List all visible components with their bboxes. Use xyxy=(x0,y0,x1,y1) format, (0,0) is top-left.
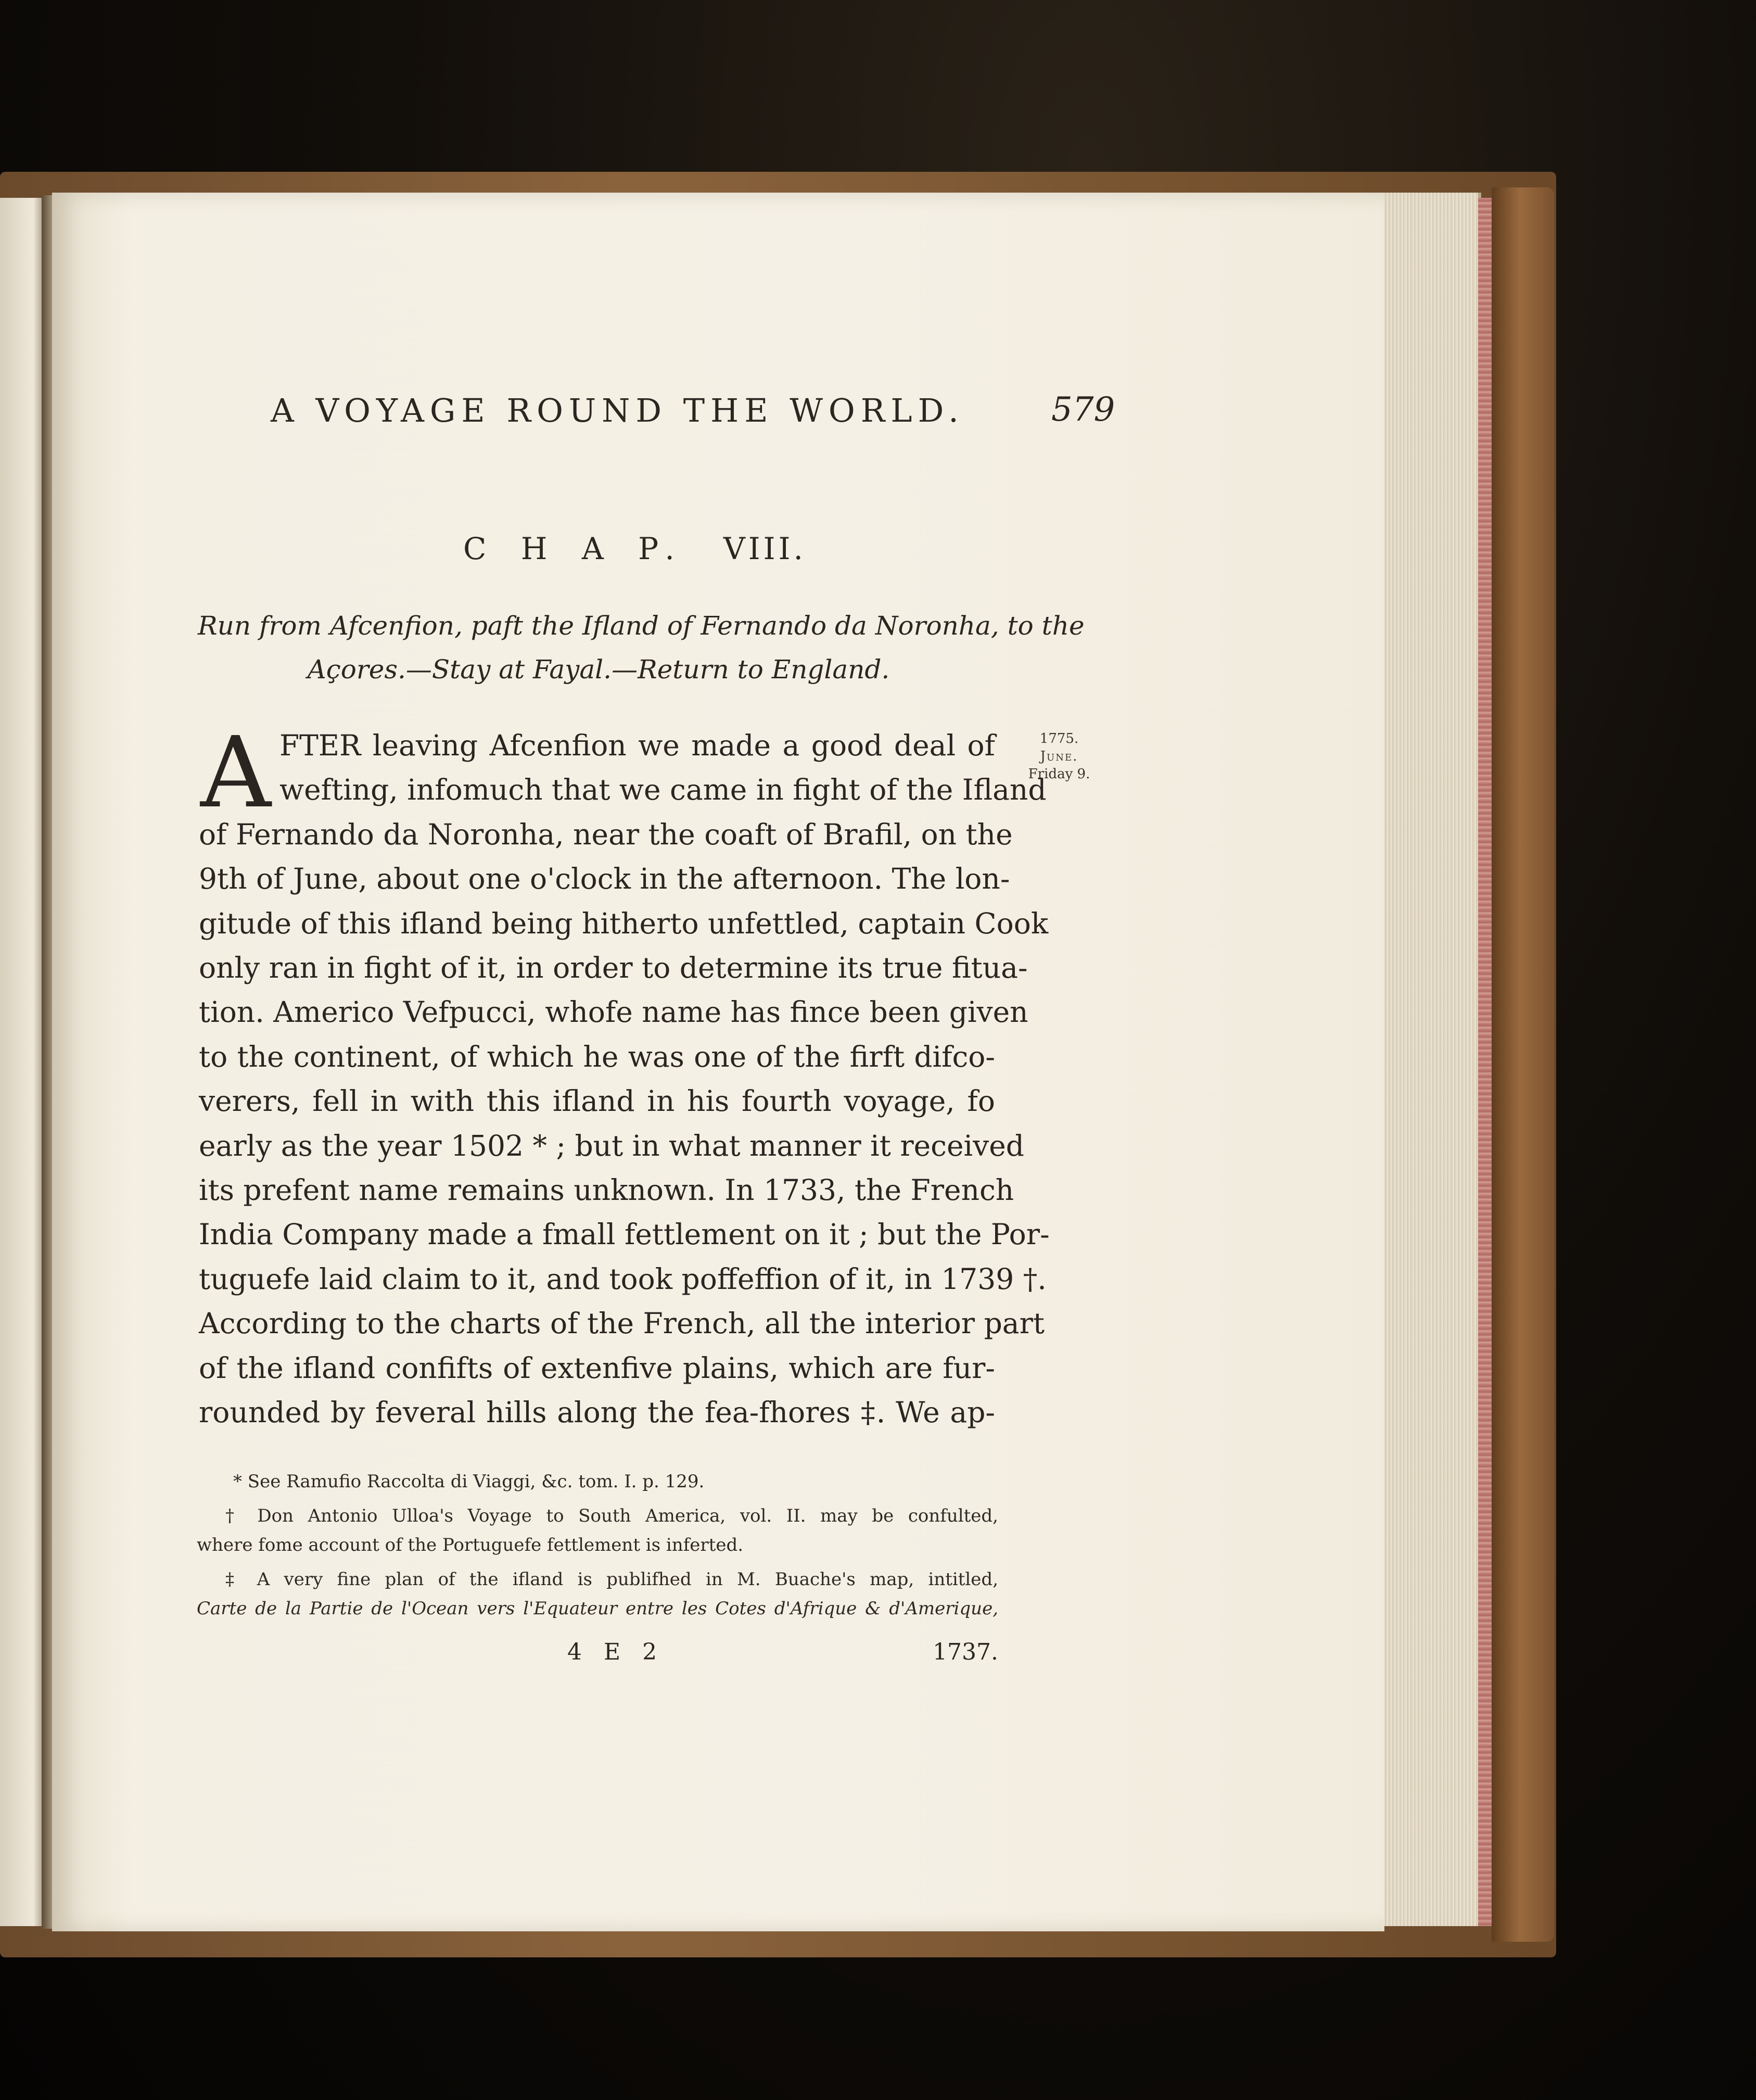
body-line: India Company made a fmall fettlement on it ; but the Por- xyxy=(199,1218,1050,1251)
body-line: wefting, infomuch that we came in fight of the Ifland xyxy=(279,773,1047,807)
footnote: * See Ramufio Raccolta di Viaggi, &c. tom. I. p. 129. xyxy=(233,1471,705,1492)
running-head: A VOYAGE ROUND THE WORLD. xyxy=(271,391,964,429)
marginal-day: Friday 9. xyxy=(1028,766,1090,782)
footnote: ‡ A very fine plan of the ifland is publifhed in M. Buache's map, intitled, xyxy=(225,1569,998,1590)
body-line: its prefent name remains unknown. In 1733, the French xyxy=(199,1173,1014,1207)
sprinkled-edge xyxy=(1478,198,1492,1926)
body-line: 9th of June, about one o'clock in the afternoon. The lon- xyxy=(199,862,1010,896)
body-line: of Fernando da Noronha, near the coaft of Brafil, on the xyxy=(199,817,1013,851)
footnotes xyxy=(197,1467,998,1623)
chapter-number: VIII. xyxy=(723,531,806,566)
body-line: FTER leaving Afcenfion we made a good deal of xyxy=(279,729,995,762)
chapter-heading xyxy=(463,531,806,566)
marginal-note xyxy=(1017,730,1101,783)
body-line: only ran in fight of it, in order to determine its true fitua- xyxy=(199,951,1028,985)
body-line: tion. Americo Vefpucci, whofe name has fince been given xyxy=(199,995,1028,1029)
body-text xyxy=(199,716,1050,1435)
page-block-edge xyxy=(1379,193,1481,1926)
body-line: tuguefe laid claim to it, and took poffeffion of it, in 1739 †. xyxy=(199,1262,1047,1296)
body-line: verers, fell in with this ifland in his fourth voyage, fo xyxy=(199,1084,995,1118)
body-line: of the ifland confifts of extenfive plains, which are fur- xyxy=(199,1351,995,1385)
marginal-year: 1775. xyxy=(1039,731,1079,747)
summary-line: Açores.—Stay at Fayal.—Return to England. xyxy=(307,654,890,685)
marginal-month: June. xyxy=(1040,749,1078,764)
body-line: gitude of this ifland being hitherto unfettled, captain Cook xyxy=(199,906,1049,940)
chapter-label: C H A P. xyxy=(463,531,687,566)
chapter-summary xyxy=(198,604,1085,691)
body-line: rounded by feveral hills along the fea-fhores ‡. We ap- xyxy=(199,1396,995,1429)
footnote-continuation: where fome account of the Portuguefe fettlement is inferted. xyxy=(197,1535,744,1555)
signature-mark: 4 E 2 xyxy=(567,1639,665,1665)
left-page-edge xyxy=(0,198,42,1926)
footnote-continuation: Carte de la Partie de l'Ocean vers l'Equateur entre les Cotes d'Afrique & d'Amerique, xyxy=(197,1598,998,1619)
page-number: 579 xyxy=(1051,390,1115,429)
book-spine xyxy=(1492,187,1554,1942)
drop-cap: A xyxy=(200,716,271,830)
catchword: 1737. xyxy=(933,1639,998,1665)
body-line: According to the charts of the French, all the interior part xyxy=(199,1307,1045,1340)
body-line: early as the year 1502 * ; but in what manner it received xyxy=(199,1129,1024,1162)
summary-line: Run from Afcenfion, paft the Ifland of Fernando da Noronha, to the xyxy=(198,611,1085,641)
body-line: to the continent, of which he was one of the firft difco- xyxy=(199,1040,995,1073)
footnote: † Don Antonio Ulloa's Voyage to South America, vol. II. may be confulted, xyxy=(225,1506,998,1526)
